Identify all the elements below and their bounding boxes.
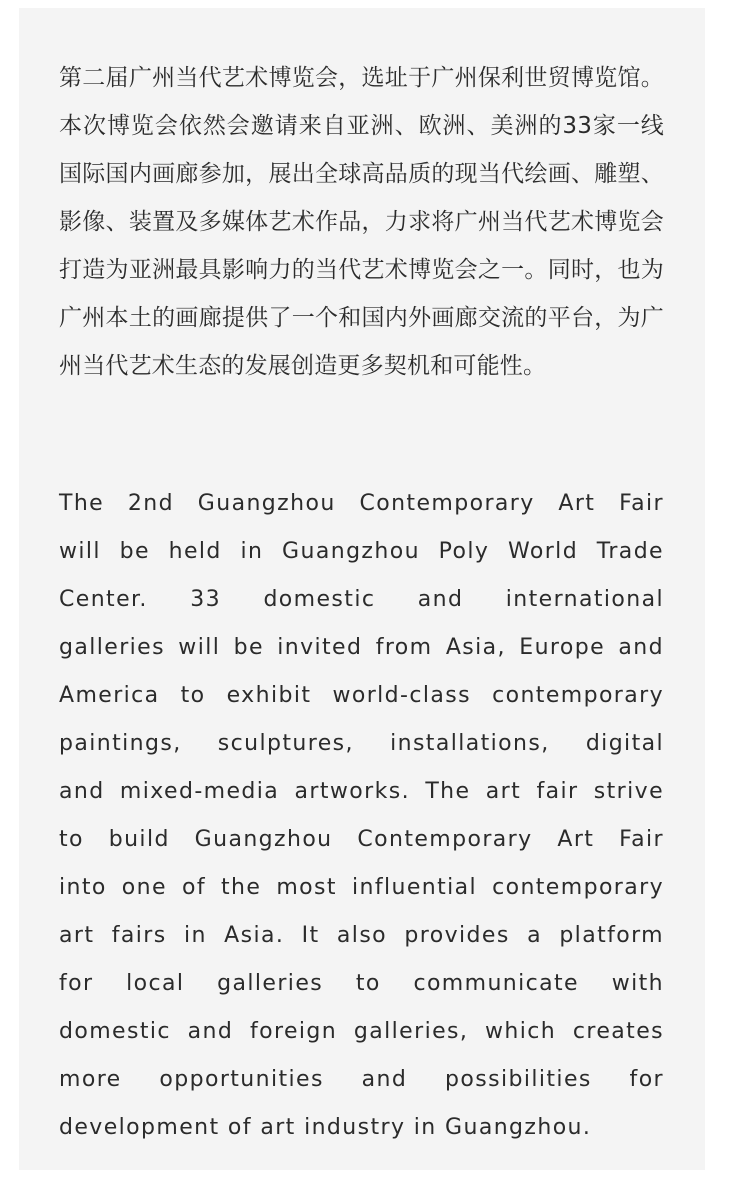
english-line: for local galleries to communicate with (59, 971, 664, 996)
english-line: art fairs in Asia. It also provides a platform (59, 923, 664, 948)
english-line: into one of the most influential contemporary (59, 875, 664, 900)
english-line: America to exhibit world-class contemporary (59, 683, 664, 708)
english-line: more opportunities and possibilities for (59, 1067, 664, 1092)
english-line: domestic and foreign galleries, which creates (59, 1019, 664, 1044)
english-line: Center. 33 domestic and international (59, 587, 664, 612)
english-line: and mixed-media artworks. The art fair strive (59, 779, 664, 804)
english-line: galleries will be invited from Asia, Europe and (59, 635, 664, 660)
english-paragraph (59, 480, 664, 1152)
english-line: paintings, sculptures, installations, digital (59, 731, 664, 756)
english-line: will be held in Guangzhou Poly World Trade (59, 539, 664, 564)
english-line: to build Guangzhou Contemporary Art Fair (59, 827, 664, 852)
english-line: development of art industry in Guangzhou. (59, 1115, 592, 1140)
content-card (19, 8, 705, 1170)
english-line: The 2nd Guangzhou Contemporary Art Fair (59, 491, 664, 516)
chinese-paragraph: 第二届广州当代艺术博览会，选址于广州保利世贸博览馆。本次博览会依然会邀请来自亚洲、欧洲、美洲的33家一线国际国内画廊参加，展出全球高品质的现当代绘画、雕塑、影像、装置及多媒体艺术作品，力求将广州当代艺术博览会打造为亚洲最具影响力的当代艺术博览会之一。同时，也为广州本土的画廊提供了一个和国内外画廊交流的平台，为广州当代艺术生态的发展创造更多契机和可能性。 (59, 65, 664, 379)
